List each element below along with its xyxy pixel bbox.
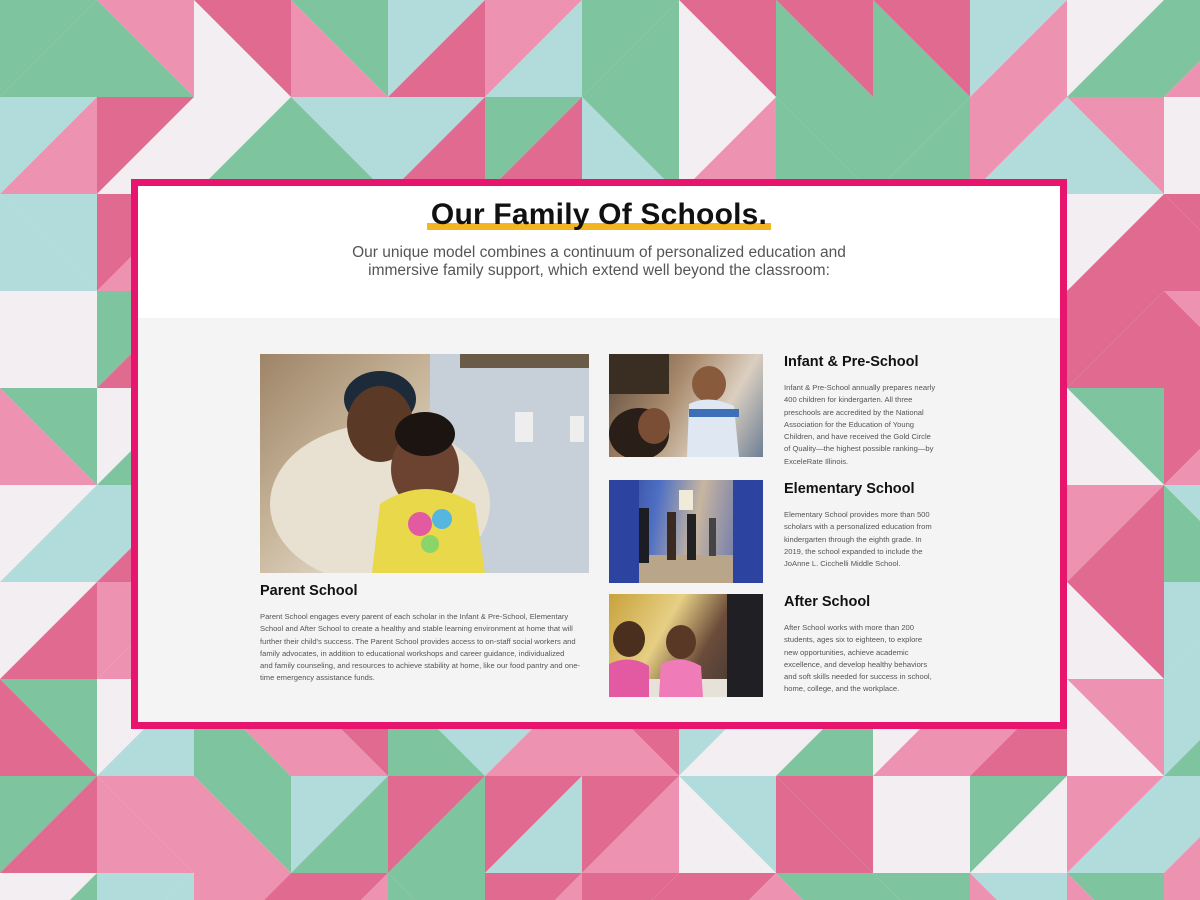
page-title: Our Family Of Schools. <box>427 198 771 232</box>
parent-school-description: Parent School engages every parent of each scholar in the Infant & Pre-School, Elementary School and After School to create a healthy and stable learning environment at home that will further their child's success. The Parent School provides access to on-staff social workers and family advocates, in addition to educational workshops and career guidance, individualized and family counseling, and resources to achieve stability at home, like our food pantry and one- time emergency assistance funds. <box>260 612 580 683</box>
parent-school-heading: Parent School <box>260 583 358 599</box>
elementary-school-photo <box>609 480 763 583</box>
after-school-description: After School works with more than 200 students, ages six to eighteen, to explore new opportunities, achieve academic excellence, and develop healthy behaviors and soft skills needed for success in school, home, college, and the workplace. <box>784 623 932 694</box>
elementary-school-heading: Elementary School <box>784 481 915 497</box>
parent-school-photo <box>260 354 589 573</box>
infant-preschool-description: Infant & Pre-School annually prepares nearly 400 children for kindergarten. All three preschools are accredited by the National Association for the Education of Young Children, and have received the Gold Circle of Quality—the highest possible ranking—by ExceleRate Illinois. <box>784 383 936 466</box>
elementary-school-description: Elementary School provides more than 500 scholars with a personalized education from kindergarten through the eighth grade. In 2019, the school expanded to include the JoAnne L. Cicchelli Middle School. <box>784 510 932 569</box>
section-header <box>138 186 1060 318</box>
after-school-heading: After School <box>784 594 871 610</box>
infant-preschool-photo <box>609 354 763 457</box>
pattern-triangle <box>1164 873 1200 900</box>
schools-section <box>138 318 1060 722</box>
infant-preschool-heading: Infant & Pre-School <box>784 354 919 370</box>
family-of-schools-card <box>131 179 1067 729</box>
after-school-photo <box>609 594 763 697</box>
intro-text: Our unique model combines a continuum of personalized education and immersive family support, which extend well beyond the classroom: <box>352 244 846 279</box>
